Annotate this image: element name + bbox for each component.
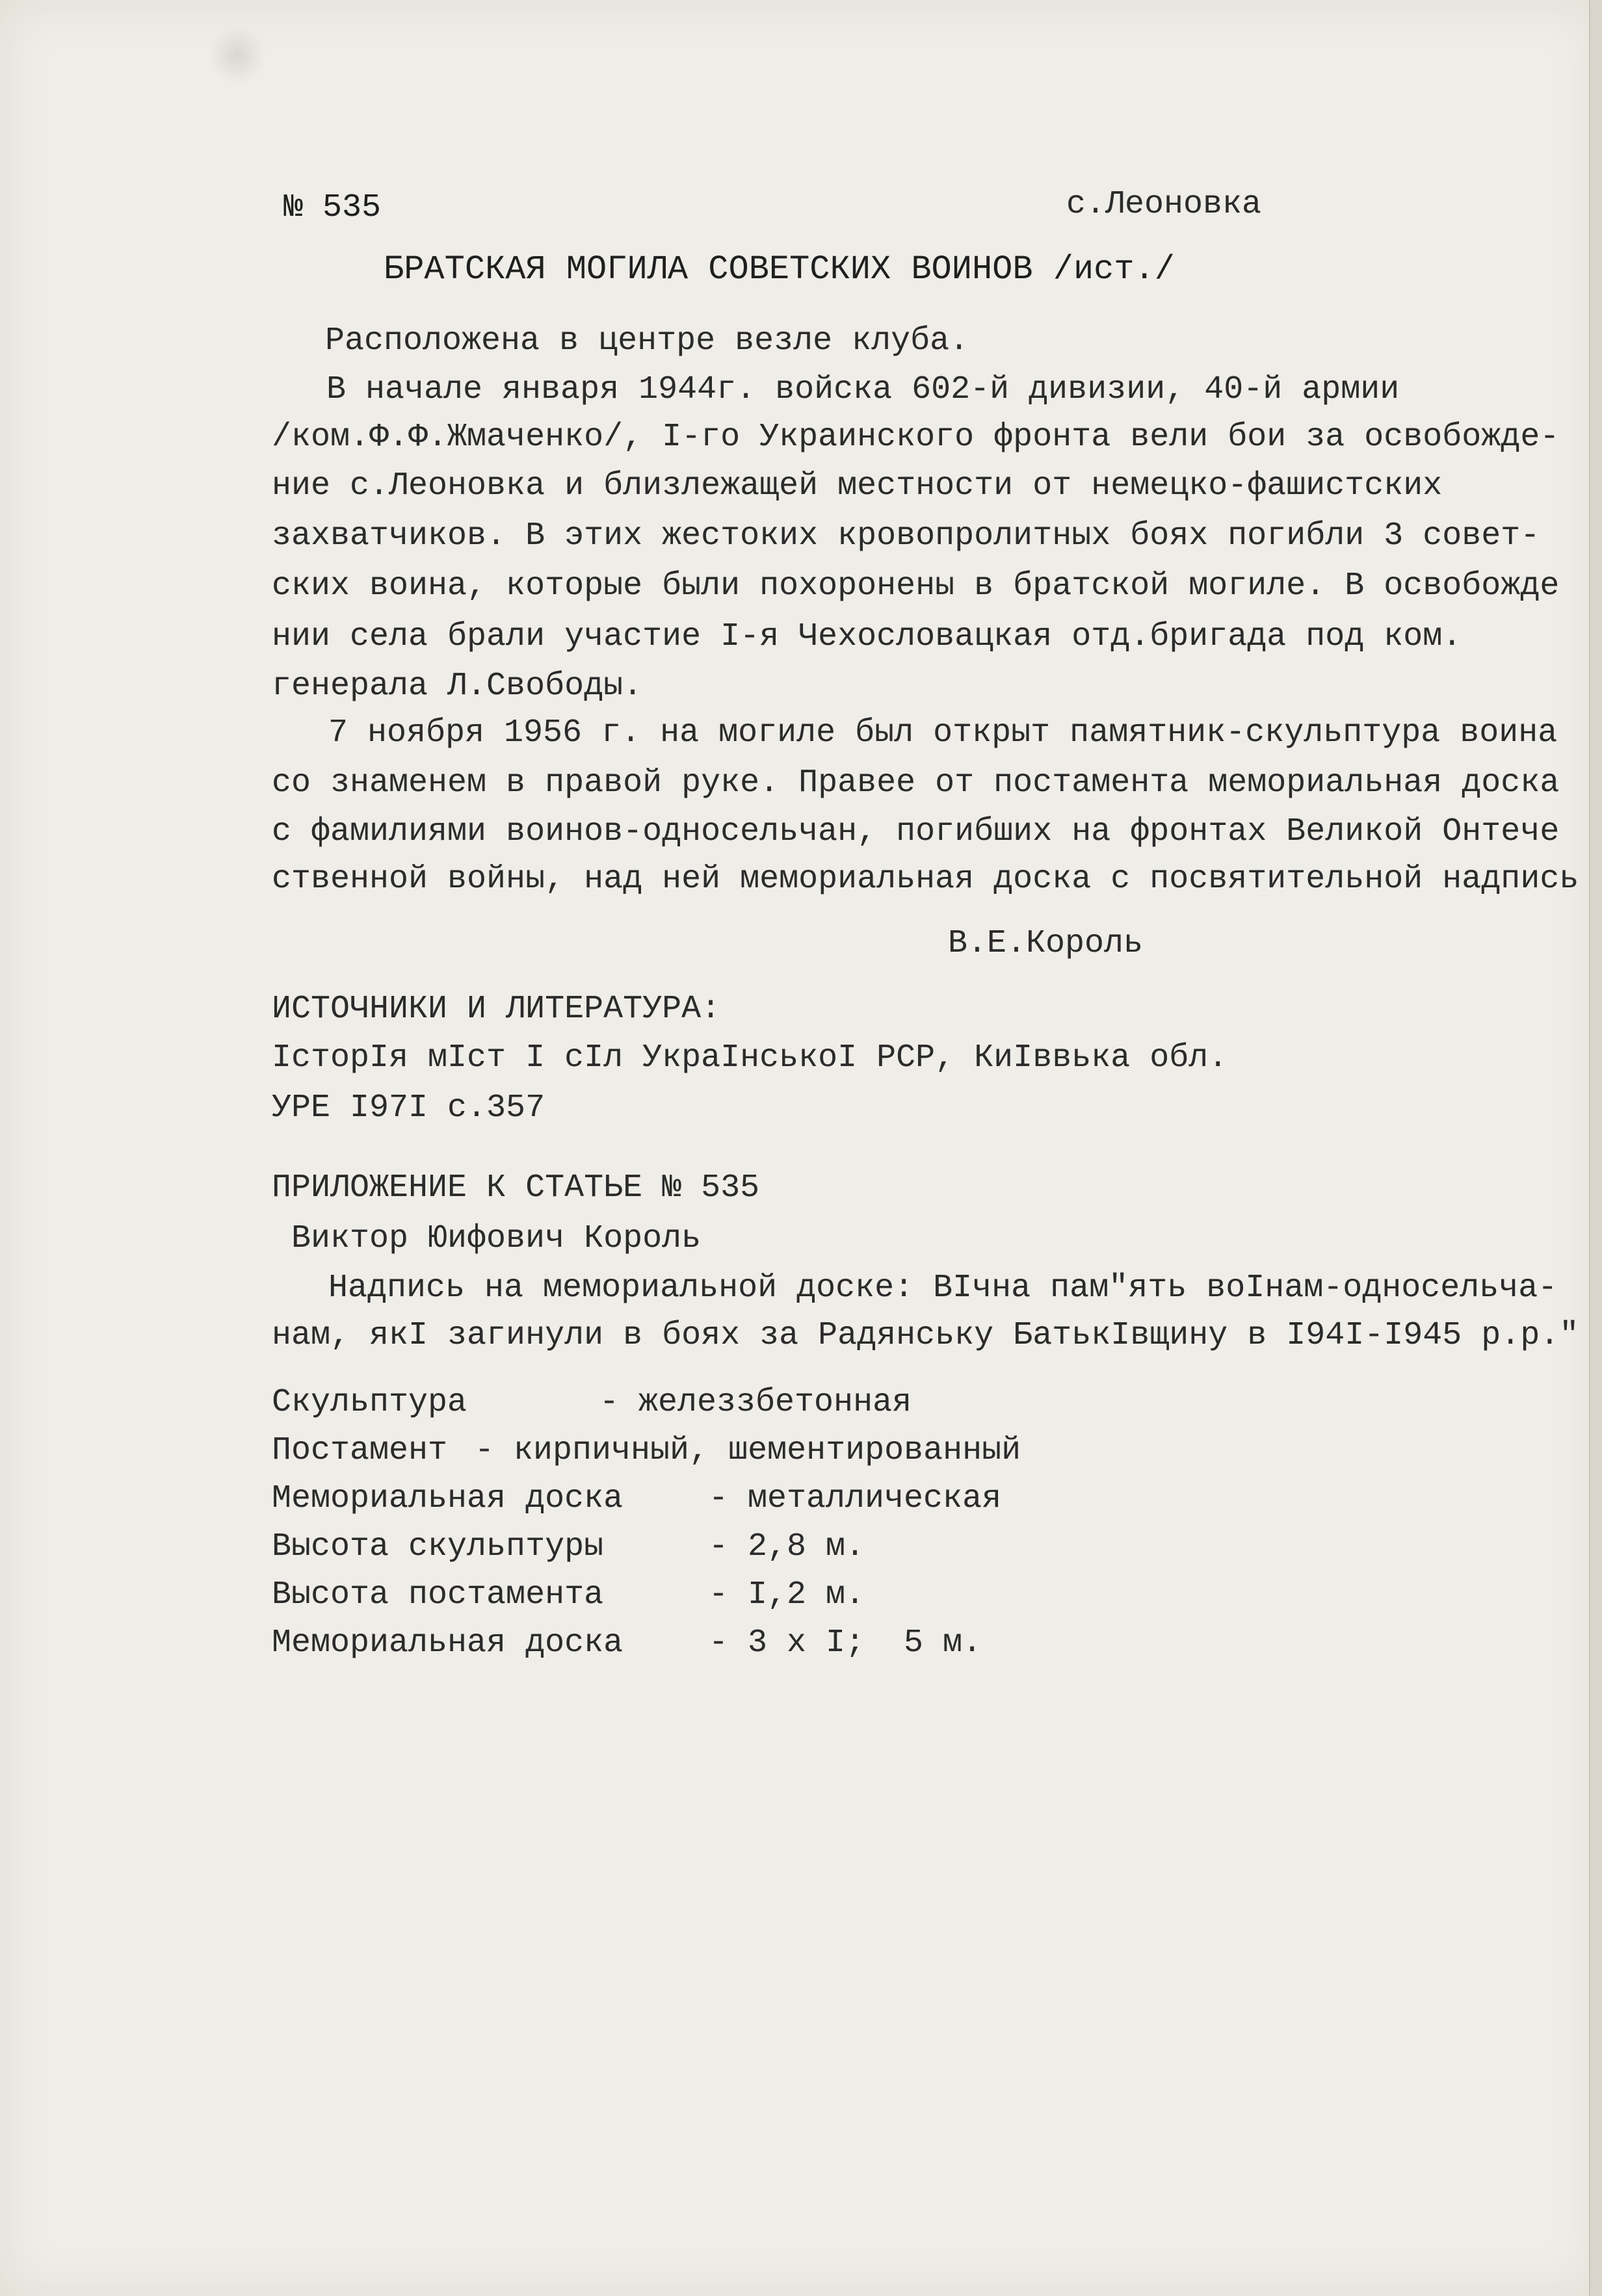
body-line: ственной войны, над ней мемориальная доска с посвятительной надпись bbox=[272, 861, 1579, 898]
spec-value: - 3 х I; 5 м. bbox=[709, 1624, 982, 1662]
spec-label: Мемориальная доска bbox=[272, 1480, 624, 1517]
spec-label: Высота скульптуры bbox=[272, 1528, 604, 1565]
paper-stain bbox=[208, 26, 267, 85]
body-line: нии села брали участие I-я Чехословацкая отд.бригада под ком. bbox=[272, 618, 1462, 655]
spec-value: - 2,8 м. bbox=[709, 1528, 865, 1565]
page-edge bbox=[1589, 0, 1602, 2296]
document-title: БРАТСКАЯ МОГИЛА СОВЕТСКИХ ВОИНОВ /ист./ bbox=[384, 250, 1175, 289]
sources-heading: ИСТОЧНИКИ И ЛИТЕРАТУРА: bbox=[272, 991, 721, 1028]
spec-label: Постамент bbox=[272, 1432, 448, 1469]
appendix-heading: ПРИЛОЖЕНИЕ К СТАТЬЕ № 535 bbox=[272, 1169, 760, 1207]
body-line: 7 ноября 1956 г. на могиле был открыт памятник-скульптура воина bbox=[328, 714, 1558, 751]
inscription-line: нам, якI загинули в боях за Радянську БатькIвщину в I94I-I945 р.р." bbox=[272, 1317, 1579, 1354]
spec-value: - железзбетонная bbox=[599, 1384, 912, 1421]
spec-value: - кирпичный, шементированный bbox=[475, 1432, 1021, 1469]
appendix-author-name: Виктор Юифович Король bbox=[291, 1220, 702, 1257]
document-number: № 535 bbox=[283, 189, 382, 226]
body-line: В начале января 1944г. войска 602-й дивизии, 40-й армии bbox=[326, 371, 1400, 408]
spec-label: Высота постамента bbox=[272, 1576, 604, 1613]
source-item: IсторIя мIст I сIл УкраIнськоI РСР, КиIввька обл. bbox=[272, 1039, 1228, 1076]
author-signature: В.Е.Король bbox=[948, 925, 1144, 962]
body-line: ние с.Леоновка и близлежащей местности от немецко-фашистских bbox=[272, 467, 1443, 504]
body-line: с фамилиями воинов-односельчан, погибших на фронтах Великой Онтече bbox=[272, 813, 1560, 850]
village-name: с.Леоновка bbox=[1066, 186, 1262, 223]
spec-label: Скульптура bbox=[272, 1384, 467, 1421]
body-line: со знаменем в правой руке. Правее от постамента мемориальная доска bbox=[272, 764, 1560, 802]
spec-value: - металлическая bbox=[709, 1480, 1002, 1517]
source-item: УРЕ I97I с.357 bbox=[272, 1089, 545, 1127]
body-line: Расположена в центре везле клуба. bbox=[325, 322, 969, 359]
body-line: захватчиков. В этих жестоких кровопролитных боях погибли 3 совет- bbox=[272, 517, 1540, 554]
body-line: /ком.Ф.Ф.Жмаченко/, I-го Украинского фронта вели бои за освобожде- bbox=[272, 419, 1560, 456]
body-line: ских воина, которые были похоронены в братской могиле. В освобожде bbox=[272, 567, 1560, 605]
spec-value: - I,2 м. bbox=[709, 1576, 865, 1613]
inscription-line: Надпись на мемориальной доске: BIчна пам"ять воIнам-односельча- bbox=[328, 1270, 1558, 1307]
spec-label: Мемориальная доска bbox=[272, 1624, 624, 1662]
body-line: генерала Л.Свободы. bbox=[272, 668, 643, 705]
